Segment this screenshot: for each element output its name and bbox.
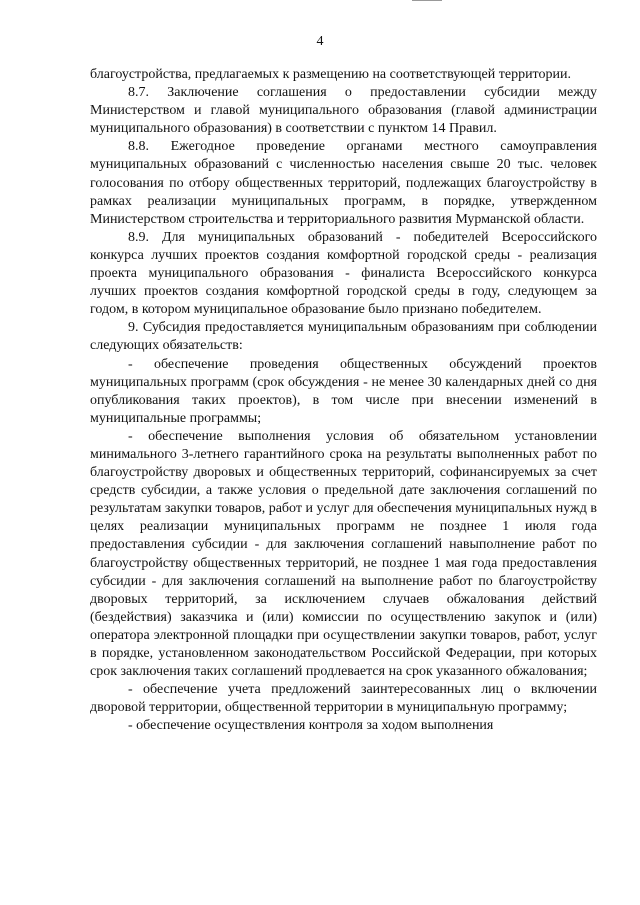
paragraph-8-8: 8.8. Ежегодное проведение органами местного самоуправления муниципальных образований с численностью населения свыше 20 тыс. человек голосования по отбору общественных территорий, подлежащих благоустройству в рамках реализации муниципальных программ, в порядке, утвержденном Министерством строительства и территориального развития Мурманской области. [90, 139, 597, 227]
paragraph-8-7: 8.7. Заключение соглашения о предоставлении субсидии между Министерством и главой муниципального образования (главой администрации муниципального образования) в соответствии с пунктом 14 Правил. [90, 85, 597, 137]
paragraph-8-9: 8.9. Для муниципальных образований - победителей Всероссийского конкурса лучших проектов создания комфортной городской среды - реализация проекта муниципального образования - финалиста Всероссийского конкурса лучших проектов создания комфортной городской среды в году, следующем за годом, в котором муниципальное образование было признано победителем. [90, 229, 597, 318]
list-item-warranty-period: - обеспечение выполнения условия об обязательном установлении минимального 3-летнего гарантийного срока на результаты выполненных работ по благоустройству дворовых и общественных территорий, софинансируемых за счет средств субсидии, а также условия о предельной дате заключения соглашений по результатам закупки товаров, работ и услуг для обеспечения муниципальных нужд в целях реализации муниципальных программ не позднее 1 июля года предоставления субсидии - для заключения соглашений навыполнение работ по благоустройству общественных территорий, не позднее 1 мая года предоставления субсидии - для заключения соглашений на выполнение работ по благоустройству дворовых территорий, за исключением случаев обжалования действий (бездействия) заказчика и (или) комиссии по осуществлению закупок и (или) оператора электронной площадки при осуществлении закупки товаров, работ, услуг в порядке, установленном законодательством Российской Федерации, при которых срок заключения таких соглашений продлевается на срок указанного обжалования; [90, 428, 597, 680]
top-edge-rule [412, 0, 442, 1]
list-item-public-discussion: - обеспечение проведения общественных обсуждений проектов муниципальных программ (срок обсуждения - не менее 30 календарных дней со дня опубликования таких проектов), в том числе при внесении изменений в муниципальные программы; [90, 356, 597, 426]
list-item-control: - обеспечение осуществления контроля за ходом выполнения [128, 718, 494, 734]
page-number: 4 [316, 34, 324, 49]
paragraph-9: 9. Субсидия предоставляется муниципальным образованиям при соблюдении следующих обязательств: [90, 320, 597, 354]
paragraph-continuation: благоустройства, предлагаемых к размещению на соответствующей территории. [90, 67, 571, 82]
document-body [90, 66, 597, 735]
list-item-proposals: - обеспечение учета предложений заинтересованных лиц о включении дворовой территории, общественной территории в муниципальную программу; [90, 682, 597, 716]
